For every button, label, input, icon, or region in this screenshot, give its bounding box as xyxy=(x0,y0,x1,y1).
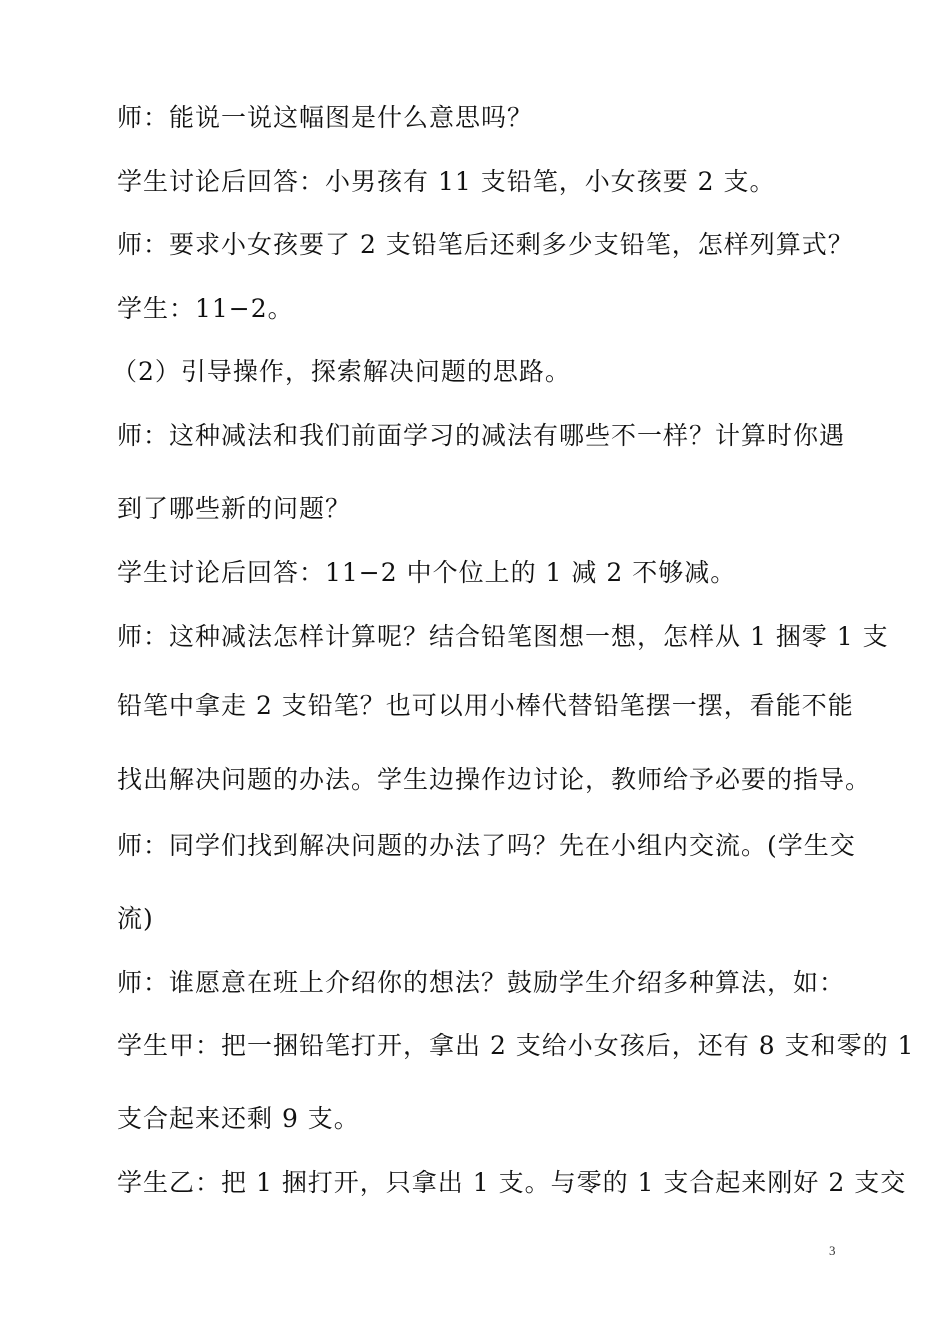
text-line: 支合起来还剩 9 支。 xyxy=(117,1104,360,1133)
text-line: （2）引导操作，探索解决问题的思路。 xyxy=(112,357,571,386)
text-line: 学生讨论后回答：小男孩有 11 支铅笔，小女孩要 2 支。 xyxy=(117,167,776,196)
text-line: 学生讨论后回答：11−2 中个位上的 1 减 2 不够减。 xyxy=(117,558,737,587)
text-line: 流) xyxy=(117,904,154,933)
text-line: 找出解决问题的办法。学生边操作边讨论，教师给予必要的指导。 xyxy=(117,765,872,794)
text-line: 师：这种减法和我们前面学习的减法有哪些不一样？计算时你遇 xyxy=(117,421,846,450)
text-line: 师：谁愿意在班上介绍你的想法？鼓励学生介绍多种算法，如： xyxy=(117,968,846,997)
text-line: 铅笔中拿走 2 支铅笔？也可以用小棒代替铅笔摆一摆，看能不能 xyxy=(117,691,854,720)
text-line: 师：要求小女孩要了 2 支铅笔后还剩多少支铅笔，怎样列算式？ xyxy=(117,230,854,259)
text-line: 学生甲：把一捆铅笔打开，拿出 2 支给小女孩后，还有 8 支和零的 1 xyxy=(117,1031,915,1060)
text-line: 学生：11−2。 xyxy=(117,294,294,323)
text-line: 师：能说一说这幅图是什么意思吗？ xyxy=(117,103,534,132)
page-number: 3 xyxy=(829,1243,836,1258)
text-line: 到了哪些新的问题？ xyxy=(117,494,352,523)
text-line: 师：这种减法怎样计算呢？结合铅笔图想一想，怎样从 1 捆零 1 支 xyxy=(117,622,889,651)
text-line: 师：同学们找到解决问题的办法了吗？先在小组内交流。(学生交 xyxy=(117,831,856,860)
text-line: 学生乙：把 1 捆打开，只拿出 1 支。与零的 1 支合起来刚好 2 支交 xyxy=(117,1168,907,1197)
